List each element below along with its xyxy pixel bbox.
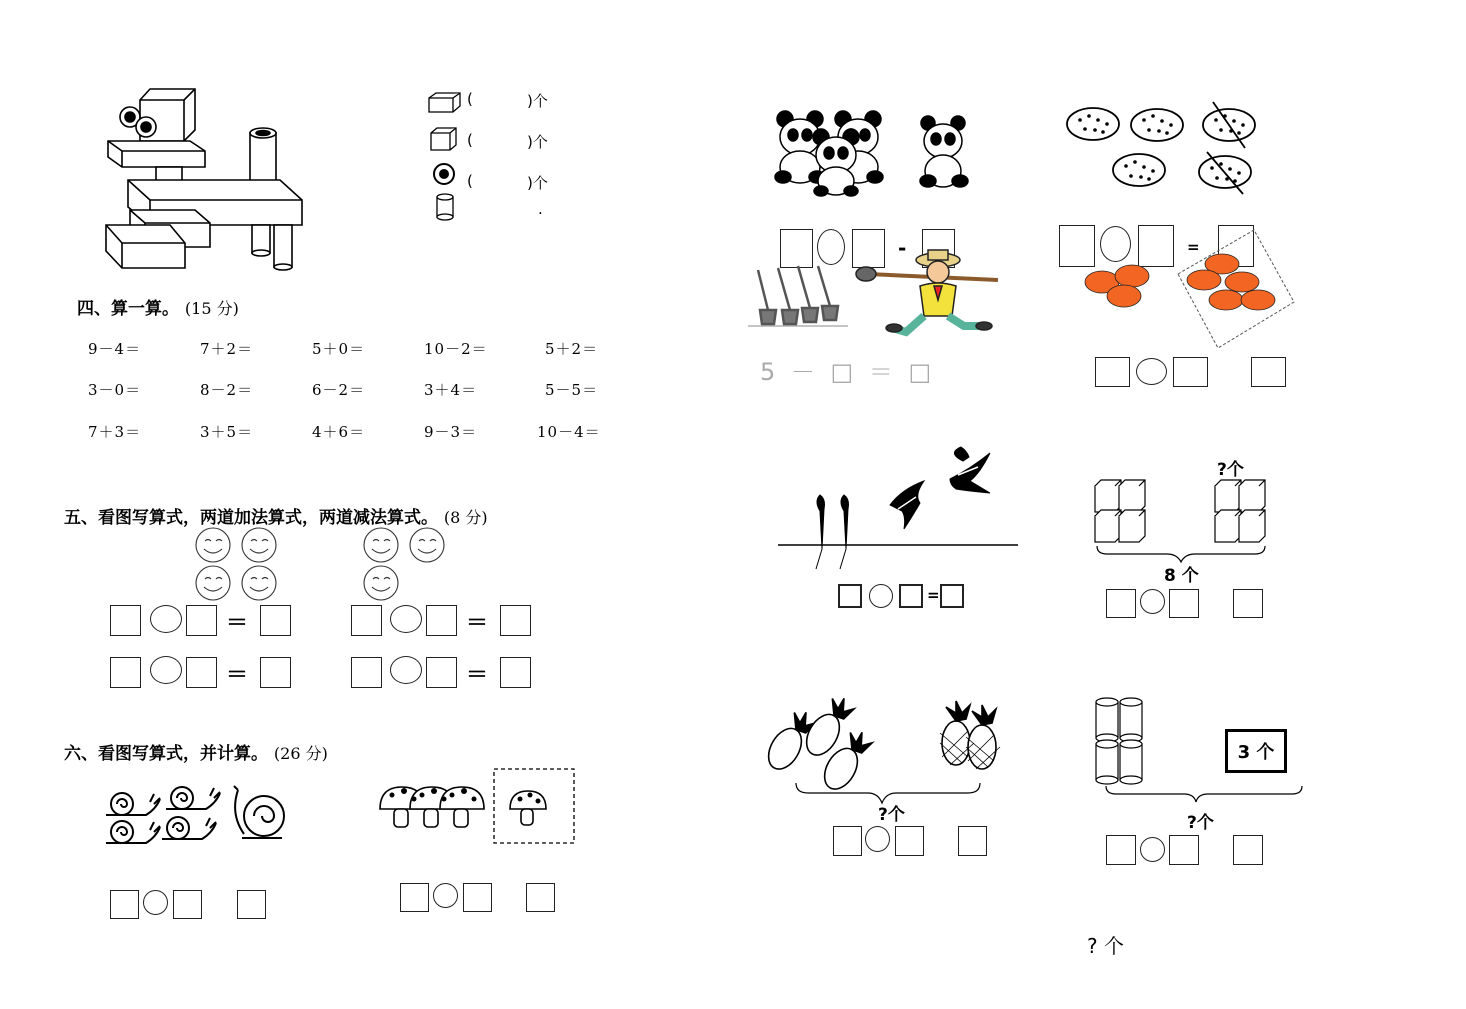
shape-count-open-3: ( (467, 172, 473, 190)
equals-sign: ＝ (466, 611, 489, 636)
answer-box[interactable] (899, 584, 923, 608)
equals-sign: ＝ (226, 663, 249, 688)
mushrooms-picture (378, 767, 578, 847)
section6-title-text: 六、看图写算式，并计算。 (64, 744, 268, 764)
answer-box[interactable] (400, 883, 429, 912)
answer-box[interactable] (186, 605, 217, 636)
answer-box[interactable] (1106, 589, 1136, 618)
equals-sign-small: = (927, 586, 940, 604)
pineapple-unknown-label: ?个 (878, 805, 905, 825)
answer-box[interactable] (500, 657, 531, 688)
section5-title (64, 503, 488, 528)
section4-points: (15 分) (184, 299, 239, 318)
shovels-and-boy-picture (748, 240, 1008, 340)
smiley-faces-group-right (362, 527, 452, 603)
section5-points: (8 分) (443, 508, 488, 527)
answer-box[interactable] (260, 657, 291, 688)
answer-box[interactable] (186, 657, 217, 688)
operator-circle[interactable] (865, 826, 890, 852)
shape-count-open-2: ( (467, 131, 473, 149)
problem-2-4: 3＋4＝ (424, 381, 478, 399)
answer-box[interactable] (500, 605, 531, 636)
shovel-equation: 5 － □ ＝ □ (760, 358, 936, 386)
answer-box[interactable] (110, 890, 139, 919)
problem-2-5: 5－5＝ (545, 381, 599, 399)
cylinders-known-label: 3 个 (1237, 742, 1275, 763)
answer-box[interactable] (110, 605, 141, 636)
operator-circle[interactable] (143, 890, 168, 915)
answer-box[interactable] (838, 584, 862, 608)
section6-points: (26 分) (273, 744, 328, 763)
shape-count-open-1: ( (467, 90, 473, 108)
section4-title (77, 294, 239, 319)
cylinders-known-box (1225, 729, 1287, 773)
birds-picture (778, 445, 1023, 575)
cubes-picture (1093, 478, 1273, 558)
operator-circle[interactable] (150, 656, 182, 684)
problem-3-3: 4＋6＝ (312, 423, 366, 441)
problem-1-2: 7＋2＝ (200, 340, 254, 358)
answer-box[interactable] (526, 883, 555, 912)
answer-box[interactable] (1095, 357, 1130, 387)
cylinder-icon (435, 193, 455, 221)
answer-box[interactable] (463, 883, 492, 912)
operator-circle[interactable] (390, 605, 422, 633)
snails-picture (102, 780, 292, 850)
problem-3-5: 10－4＝ (537, 423, 601, 441)
answer-box[interactable] (260, 605, 291, 636)
sphere-icon (432, 162, 456, 186)
problem-2-2: 8－2＝ (200, 381, 254, 399)
pandas-picture (775, 105, 975, 197)
answer-box[interactable] (351, 657, 382, 688)
problem-1-4: 10－2＝ (424, 340, 488, 358)
answer-box[interactable] (237, 890, 266, 919)
answer-box[interactable] (351, 605, 382, 636)
minus-sign: - (898, 236, 907, 260)
answer-box[interactable] (895, 826, 924, 856)
equals-sign-small: = (1187, 238, 1200, 256)
orange-shapes-picture (1078, 240, 1308, 350)
problem-1-5: 5＋2＝ (545, 340, 599, 358)
answer-box[interactable] (1233, 835, 1263, 865)
cubes-unknown-label: ?个 (1217, 460, 1244, 480)
operator-circle[interactable] (1136, 358, 1167, 385)
section4-title-text: 四、算一算。 (77, 299, 179, 319)
equals-sign: ＝ (466, 663, 489, 688)
answer-box[interactable] (1169, 589, 1199, 618)
shape-count-close-3: )个 (527, 174, 548, 192)
operator-circle[interactable] (150, 605, 182, 633)
operator-circle[interactable] (1140, 589, 1165, 614)
problem-2-3: 6－2＝ (312, 381, 366, 399)
cylinders-unknown-label: ?个 (1187, 813, 1214, 833)
stray-unknown-label: ? 个 (1087, 934, 1124, 958)
smiley-faces-group-left (194, 527, 284, 603)
cubes-total-label: 8 个 (1164, 566, 1199, 586)
answer-box[interactable] (958, 826, 987, 856)
shape-count-close-2: )个 (527, 133, 548, 151)
section5-title-text: 五、看图写算式，两道加法算式，两道减法算式。 (64, 508, 438, 528)
problem-1-3: 5＋0＝ (312, 340, 366, 358)
answer-box[interactable] (940, 584, 964, 608)
answer-box[interactable] (1251, 357, 1286, 387)
operator-circle[interactable] (433, 883, 458, 908)
equals-sign: ＝ (226, 611, 249, 636)
problem-1-1: 9－4＝ (88, 340, 142, 358)
melons-picture (1065, 100, 1265, 190)
answer-box[interactable] (426, 657, 457, 688)
problem-3-4: 9－3＝ (424, 423, 478, 441)
answer-box[interactable] (1173, 357, 1208, 387)
operator-circle[interactable] (869, 584, 893, 608)
operator-circle[interactable] (390, 656, 422, 684)
problem-3-2: 3＋5＝ (200, 423, 254, 441)
cube-icon (430, 127, 458, 151)
shape-count-close-4: . (538, 200, 543, 218)
section6-title (64, 739, 328, 764)
shape-count-close-1: )个 (527, 92, 548, 110)
problem-2-1: 3－0＝ (88, 381, 142, 399)
answer-box[interactable] (426, 605, 457, 636)
answer-box[interactable] (1233, 589, 1263, 618)
answer-box[interactable] (1169, 835, 1199, 865)
answer-box[interactable] (1106, 835, 1136, 865)
operator-circle[interactable] (1140, 837, 1165, 862)
block-structure-picture (100, 85, 320, 275)
cuboid-icon (428, 92, 462, 114)
answer-box[interactable] (833, 826, 862, 856)
answer-box[interactable] (173, 890, 202, 919)
problem-3-1: 7＋3＝ (88, 423, 142, 441)
answer-box[interactable] (110, 657, 141, 688)
